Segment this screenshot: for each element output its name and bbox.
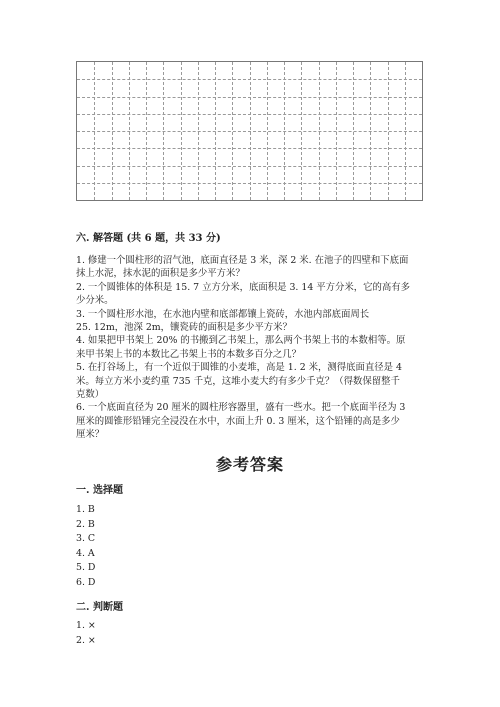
answer-item: 4. A — [76, 547, 95, 559]
answer-item: 1. × — [76, 620, 96, 631]
grid-horizontal-line — [77, 148, 422, 149]
grid-horizontal-line — [77, 79, 422, 80]
grid-horizontal-line — [77, 114, 422, 115]
grid-horizontal-line — [77, 97, 422, 98]
answer-key-title: 参考答案 — [215, 455, 284, 474]
question-line: 5. 在打谷场上，有一个近似于圆锥的小麦堆，高是 1. 2 米，测得底面直径是 4 — [76, 362, 402, 374]
question-line: 抹上水泥，抹水泥的面积是多少平方米？ — [76, 268, 245, 280]
question-line: 厘米的圆锥形铅锤完全浸没在水中，水面上升 0. 3 厘米，这个铅锤的高是多少 — [76, 415, 400, 427]
question-line: 少分米。 — [76, 295, 114, 307]
question-line: 来甲书架上书的本数比乙书架上书的本数多百分之几？ — [76, 348, 302, 360]
question-line: 3. 一个圆柱形水池，在水池内壁和底部都镶上瓷砖，水池内部底面周长 — [76, 308, 370, 320]
answer-item: 2. × — [76, 634, 96, 646]
question-line: 厘米？ — [76, 429, 105, 441]
question-line: 2. 一个圆锥体的体积是 15. 7 立方分米，底面积是 3. 14 平方分米，它的高有多 — [76, 281, 411, 293]
section-6-questions — [76, 254, 426, 441]
answer-part-1-title: 一. 选择题 — [76, 485, 123, 496]
section-6-title: 六. 解答题 (共 6 题，共 33 分) — [76, 233, 221, 244]
dashed-writing-grid — [76, 61, 423, 201]
question-line: 4. 如果把甲书架上 20% 的书搬到乙书架上，那么两个书架上书的本数相等。原 — [76, 335, 406, 347]
answer-item: 2. B — [76, 518, 95, 530]
answer-part-1-list — [76, 503, 95, 590]
question-line: 米。每立方米小麦约重 735 千克，这堆小麦大约有多少千克？（得数保留整千 — [76, 375, 400, 387]
question-line: 6. 一个底面直径为 20 厘米的圆柱形容器里，盛有一些水。把一个底面半径为 3 — [76, 402, 406, 414]
grid-horizontal-line — [77, 131, 422, 132]
question-line: 25. 12m，池深 2m，镶瓷砖的面积是多少平方米？ — [76, 321, 292, 333]
answer-item: 6. D — [76, 576, 96, 588]
answer-part-2-title: 二. 判断题 — [76, 602, 123, 613]
question-line: 克数） — [76, 388, 105, 400]
answer-item: 1. B — [76, 504, 95, 515]
answer-part-2-list — [76, 619, 96, 648]
answer-item: 5. D — [76, 562, 96, 573]
answer-item: 3. C — [76, 533, 96, 544]
grid-horizontal-line — [77, 183, 422, 184]
question-line: 1. 修建一个圆柱形的沼气池，底面直径是 3 米，深 2 米. 在池子的四壁和下底面 — [76, 255, 409, 266]
grid-horizontal-line — [77, 166, 422, 167]
